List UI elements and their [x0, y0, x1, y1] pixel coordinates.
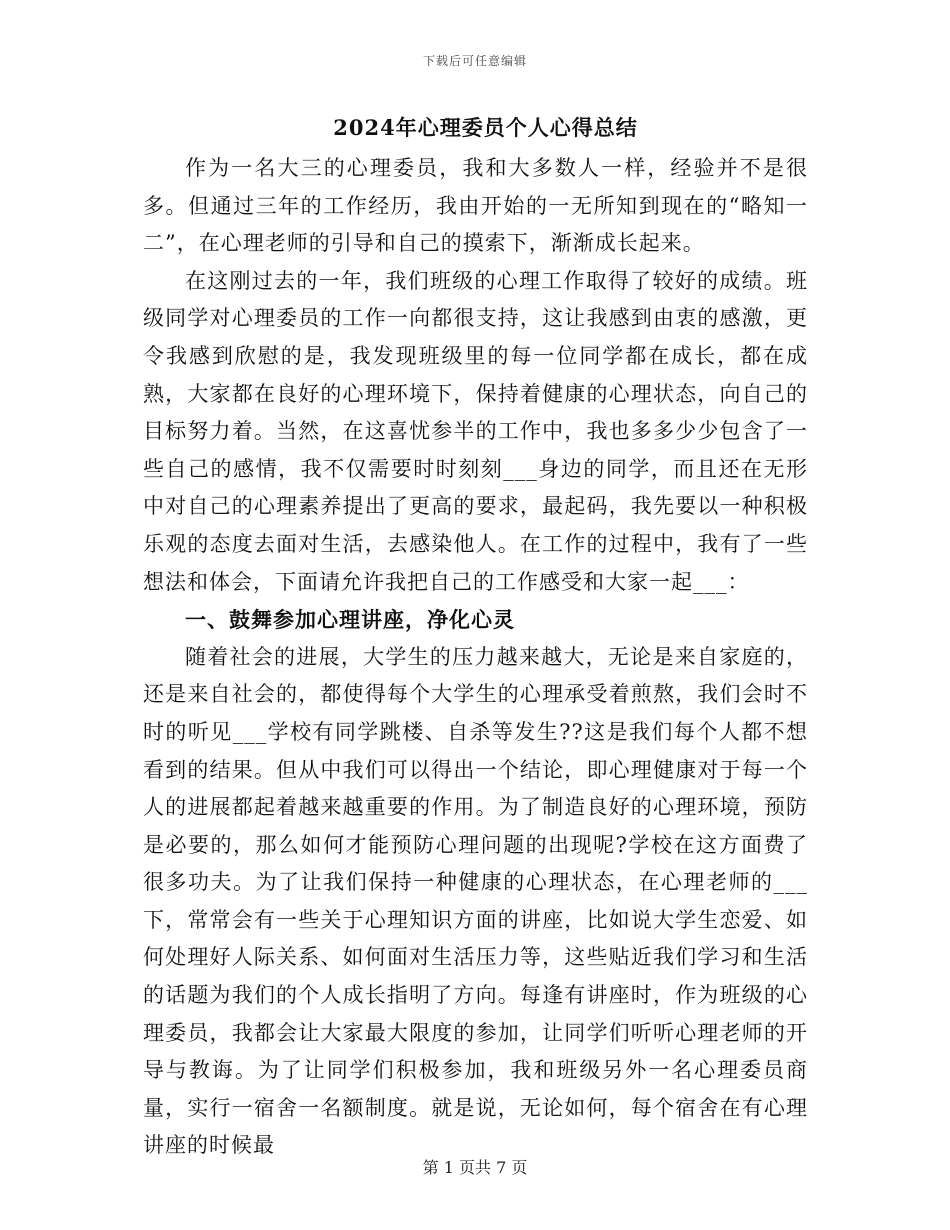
document-title: 2024年心理委员个人心得总结: [333, 115, 638, 140]
section-heading-1: 一、鼓舞参加心理讲座，净化心灵: [185, 607, 515, 633]
document-body: [143, 106, 808, 1165]
paragraph-intro: 作为一名大三的心理委员，我和大多数人一样，经验并不是很多。但通过三年的工作经历，我由开始的一无所知到现在的“略知一二”，在心理老师的引导和自己的摸索下，渐渐成长起来。: [143, 156, 808, 256]
page-footer: 第 1 页共 7 页: [422, 1158, 528, 1177]
paragraph-section-1: 随着社会的进展，大学生的压力越来越大，无论是来自家庭的，还是来自社会的，都使得每个大学生的心理承受着煎熬，我们会时不时的听见___学校有同学跳楼、自杀等发生??这是我们每个人都不想看到的结果。但从中我们可以得出一个结论，即心理健康对于每一个人的进展都起着越来越重要的作用。为了制造良好的心理环境，预防是必要的，那么如何才能预防心理问题的出现呢?学校在这方面费了很多功夫。为了让我们保持一种健康的心理状态，在心理老师的___下，常常会有一些关于心理知识方面的讲座，比如说大学生恋爱、如何处理好人际关系、如何面对生活压力等，这些贴近我们学习和生活的话题为我们的个人成长指明了方向。每逢有讲座时，作为班级的心理委员，我都会让大家最大限度的参加，让同学们听听心理老师的开导与教诲。为了让同学们积极参加，我和班级另外一名心理委员商量，实行一宿舍一名额制度。就是说，无论如何，每个宿舍在有心理讲座的时候最: [143, 644, 808, 1158]
page-header: 下载后可任意编辑: [422, 54, 527, 68]
paragraph-review: 在这刚过去的一年，我们班级的心理工作取得了较好的成绩。班级同学对心理委员的工作一向都很支持，这让我感到由衷的感激，更令我感到欣慰的是，我发现班级里的每一位同学都在成长，都在成熟，大家都在良好的心理环境下，保持着健康的心理状态，向自己的目标努力着。当然，在这喜忧参半的工作中，我也多多少少包含了一些自己的感情，我不仅需要时时刻刻___身边的同学，而且还在无形中对自己的心理素养提出了更高的要求，最起码，我先要以一种积极乐观的态度去面对生活，去感染他人。在工作的过程中，我有了一些想法和体会，下面请允许我把自己的工作感受和大家一起___：: [143, 268, 808, 594]
